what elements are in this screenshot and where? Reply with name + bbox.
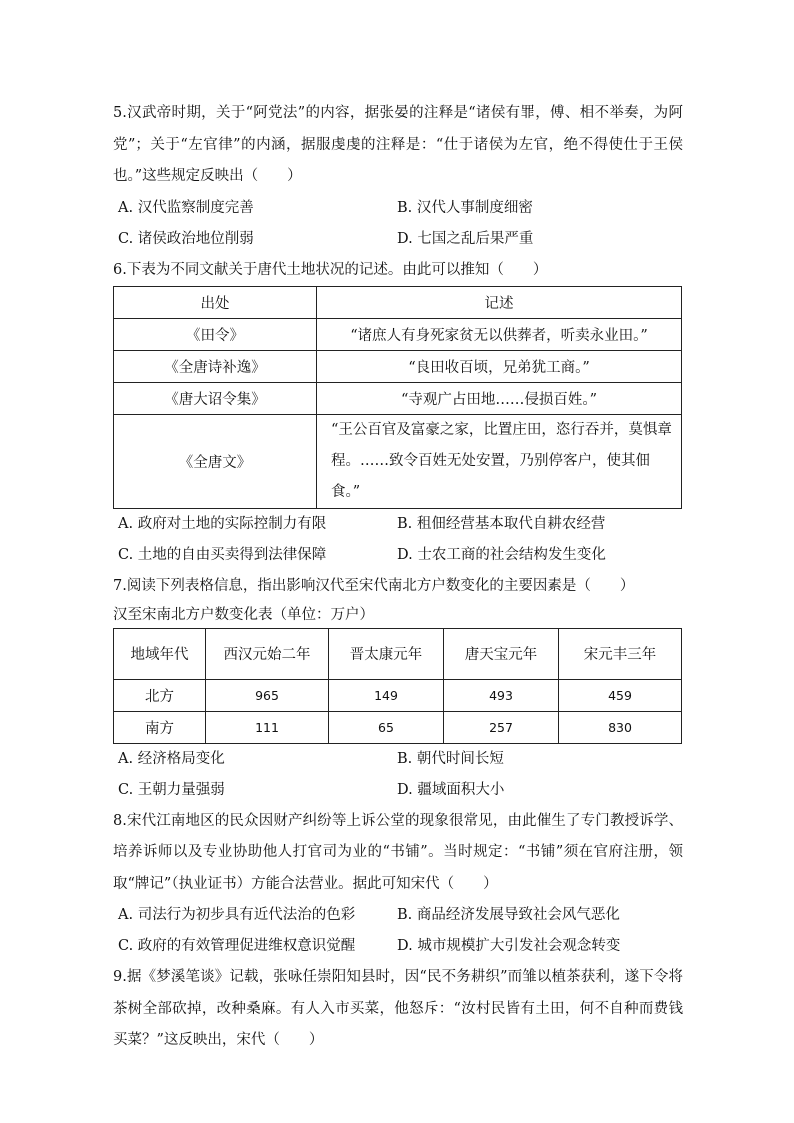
question-8-option-a[interactable]: A. 司法行为初步具有近代法治的色彩 [118,907,356,923]
table-cell-source: 《田令》 [114,318,317,350]
table-cell-record: “王公百官及富豪之家，比置庄田，恣行吞并，莫惧章程。……致令百姓无处安置，乃别停客户，使其佃食。” [317,414,682,508]
question-6-option-c[interactable]: C. 土地的自由买卖得到法律保障 [118,546,327,563]
table-cell: 830 [559,711,682,743]
question-6-table [113,286,682,509]
table-cell-record: “寺观广占田地……侵损百姓。” [317,382,682,414]
question-9-stem: 9.据《梦溪笔谈》记载，张咏任崇阳知县时，因“民不务耕织”而雏以植茶获利，遂下令将茶树全部砍掉，改种桑麻。有人入市买菜，他怒斥：“汝村民皆有土田，何不自种而费钱买菜？”这反映出，宋代（ ） [113,969,683,1048]
question-6-options-row-2 [113,540,683,571]
question-6-option-d[interactable]: D. 士农工商的社会结构发生变化 [397,546,606,563]
table-row-header: 南方 [114,711,206,743]
table-cell-source: 《唐大诏令集》 [114,382,317,414]
table-header-cell: 晋太康元年 [329,628,444,679]
question-8-option-c[interactable]: C. 政府的有效管理促进维权意识觉醒 [118,938,356,954]
table-cell: 111 [206,711,329,743]
question-5-option-b[interactable]: B. 汉代人事制度细密 [397,199,533,216]
question-6-option-a[interactable]: A. 政府对土地的实际控制力有限 [118,515,327,532]
table-cell-record: “良田收百顷，兄弟犹工商。” [317,350,682,382]
table-cell: 493 [444,679,559,711]
question-5-stem: 5.汉武帝时期，关于“阿党法”的内容，据张晏的注释是“诸侯有罪，傅、相不举奏，为阿党”；关于“左官律”的内涵，据服虔虔的注释是：“仕于诸侯为左官，绝不得使仕于王侯也。”这些规定反映出（ ） [113,105,683,184]
table-header-cell: 西汉元始二年 [206,628,329,679]
question-8-options-row-1 [113,900,683,931]
table-header-row [114,628,682,679]
question-6-options-row-1 [113,509,683,540]
exam-page [113,98,683,1057]
table-cell-record: “诸庶人有身死家贫无以供葬者，听卖永业田。” [317,318,682,350]
question-7-options-row-1 [113,744,683,775]
question-5-option-c[interactable]: C. 诸侯政治地位削弱 [118,230,254,247]
table-cell: 65 [329,711,444,743]
table-cell: 149 [329,679,444,711]
table-row [114,382,682,414]
table-row [114,679,682,711]
question-5-option-d[interactable]: D. 七国之乱后果严重 [397,230,534,247]
table-row [114,711,682,743]
question-7-table [113,628,682,744]
question-6-option-b[interactable]: B. 租佃经营基本取代自耕农经营 [397,515,606,532]
question-7-option-b[interactable]: B. 朝代时间长短 [397,750,504,767]
question-8-options-row-2 [113,931,683,962]
table-cell-source: 《全唐诗补逸》 [114,350,317,382]
question-8-option-d[interactable]: D. 城市规模扩大引发社会观念转变 [397,938,621,954]
question-6-stem: 6.下表为不同文献关于唐代土地状况的记述。由此可以推知（ ） [113,261,548,278]
table-header-cell: 地域年代 [114,628,206,679]
table-header-row [114,286,682,318]
table-row [114,414,682,508]
question-7-option-a[interactable]: A. 经济格局变化 [118,750,225,767]
table-row [114,350,682,382]
table-header-cell: 唐天宝元年 [444,628,559,679]
question-7-stem: 7.阅读下列表格信息，指出影响汉代至宋代南北方户数变化的主要因素是（ ） [113,577,635,594]
question-7-option-d[interactable]: D. 疆域面积大小 [397,781,505,798]
question-8-stem: 8.宋代江南地区的民众因财产纠纷等上诉公堂的现象很常见，由此催生了专门教授诉学、培养诉师以及专业协助他人打官司为业的“书铺”。当时规定：“书铺”须在官府注册，领取“牌记”（执业证书）方能合法营业。据此可知宋代（ ） [113,812,683,892]
table-cell: 257 [444,711,559,743]
table-header-cell: 出处 [114,286,317,318]
table-header-cell: 宋元丰三年 [559,628,682,679]
table-row-header: 北方 [114,679,206,711]
question-5-option-a[interactable]: A. 汉代监察制度完善 [118,199,254,216]
table-cell: 459 [559,679,682,711]
question-7-table-caption: 汉至宋南北方户数变化表（单位：万户） [113,606,374,623]
table-row [114,318,682,350]
question-7-option-c[interactable]: C. 王朝力量强弱 [118,781,225,798]
table-cell: 965 [206,679,329,711]
question-5-options-row-2 [113,224,683,255]
question-7-options-row-2 [113,775,683,806]
question-8-option-b[interactable]: B. 商品经济发展导致社会风气恶化 [397,907,620,923]
table-header-cell: 记述 [317,286,682,318]
table-cell-source: 《全唐文》 [114,414,317,508]
question-5-options-row-1 [113,193,683,224]
